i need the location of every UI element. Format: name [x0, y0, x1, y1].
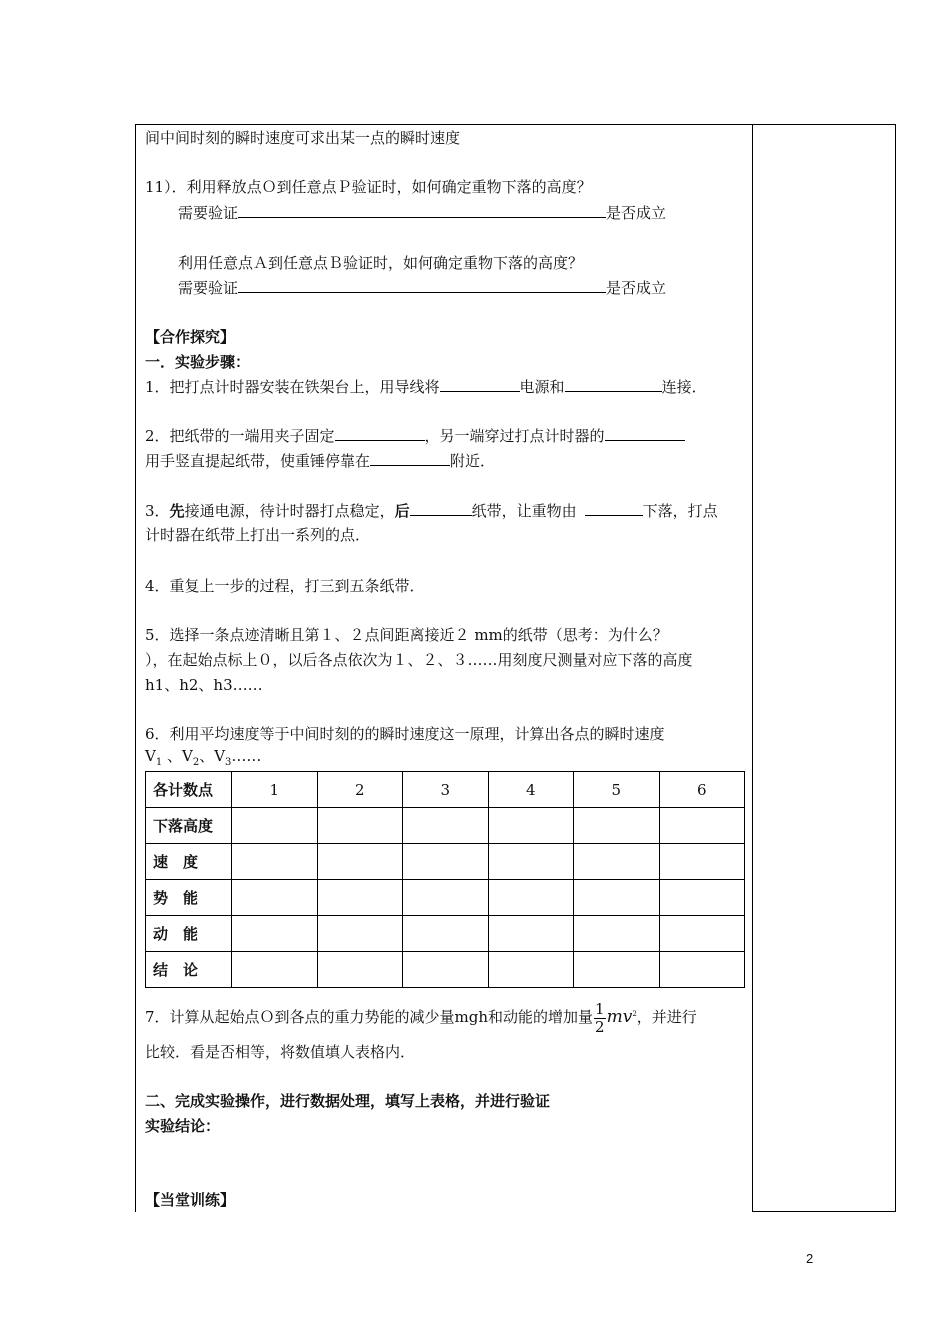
step-5-line-1: 5．选择一条点迹清晰且第１、２点间距离接近２ mm的纸带（思考：为什么？	[145, 626, 668, 644]
step-2-text-a: 2．把纸带的一端用夹子固定	[145, 427, 335, 445]
table-cell[interactable]	[317, 844, 403, 880]
step-2-line-1	[145, 426, 685, 446]
table-cell[interactable]	[659, 880, 745, 916]
table-cell[interactable]	[232, 952, 318, 988]
answer-blank[interactable]	[410, 501, 472, 516]
step-3-line-2: 计时器在纸带上打出一系列的点．	[145, 526, 371, 544]
table-cell[interactable]	[403, 808, 489, 844]
table-header-cell: 6	[659, 772, 745, 808]
table-cell[interactable]	[403, 880, 489, 916]
step-1-text-a: 1．把打点计时器安装在铁架台上，用导线将	[145, 378, 440, 396]
frame-top-border	[135, 124, 896, 125]
table-cell[interactable]	[488, 808, 574, 844]
table-header-cell: 2	[317, 772, 403, 808]
step-2-text-b: ，另一端穿过打点计时器的	[424, 427, 605, 445]
velocity-symbol: 、V	[162, 747, 193, 765]
table-cell[interactable]	[317, 952, 403, 988]
row-label: 下落高度	[146, 808, 232, 844]
row-label: 势 能	[146, 880, 232, 916]
step-1	[145, 377, 707, 397]
table-cell[interactable]	[403, 952, 489, 988]
answer-blank[interactable]	[370, 451, 450, 466]
table-cell[interactable]	[574, 880, 660, 916]
section-cooperative-inquiry: 【合作探究】	[145, 328, 236, 346]
step-3-text-d: 下落，打点	[642, 502, 718, 520]
step-5-line-2: ），在起始点标上０，以后各点依次为１、２、３……用刻度尺测量对应下落的高度	[145, 651, 693, 669]
table-row	[146, 952, 745, 988]
ellipsis: ……	[231, 747, 262, 765]
velocity-symbol: 、V	[199, 747, 226, 765]
step-2-text-d: 附近．	[450, 452, 496, 470]
table-cell[interactable]	[317, 808, 403, 844]
row-label: 速 度	[146, 844, 232, 880]
table-cell[interactable]	[232, 808, 318, 844]
velocity-subscript: 2	[192, 757, 200, 768]
table-cell[interactable]	[317, 880, 403, 916]
table-row	[146, 880, 745, 916]
answer-blank[interactable]	[565, 377, 662, 392]
step-2-line-2	[145, 451, 495, 471]
row-label: 动 能	[146, 916, 232, 952]
data-table	[145, 771, 745, 988]
answer-blank[interactable]	[585, 501, 643, 516]
verify-line-1	[178, 203, 666, 223]
table-cell[interactable]	[488, 844, 574, 880]
one-half-fraction	[594, 1001, 606, 1036]
frame-column-divider	[752, 124, 753, 1212]
fraction-denominator: 2	[595, 1017, 605, 1036]
table-cell[interactable]	[403, 844, 489, 880]
step-3-number: 3．	[145, 502, 170, 520]
frame-right-border	[895, 124, 896, 1212]
question-11-b: 利用任意点Ａ到任意点Ｂ验证时，如何确定重物下落的高度？	[178, 254, 584, 272]
table-header-cell: 1	[232, 772, 318, 808]
verify-suffix: 是否成立	[606, 204, 667, 222]
row-label: 结 论	[146, 952, 232, 988]
table-cell[interactable]	[488, 916, 574, 952]
step-2-text-c: 用手竖直提起纸带，使重锤停靠在	[145, 452, 371, 470]
fraction-numerator: 1	[595, 999, 605, 1018]
verify-prefix: 需要验证	[178, 204, 239, 222]
step-7-line-1	[145, 996, 697, 1036]
table-cell[interactable]	[659, 952, 745, 988]
table-header-cell: 3	[403, 772, 489, 808]
table-cell[interactable]	[317, 916, 403, 952]
step-3-line-1	[145, 501, 718, 521]
step-3-after-emphasis: 后	[394, 502, 410, 520]
table-cell[interactable]	[574, 808, 660, 844]
verify-suffix: 是否成立	[606, 279, 667, 297]
table-cell[interactable]	[659, 916, 745, 952]
step-7-line-2: 比较．看是否相等，将数值填人表格内．	[145, 1043, 416, 1061]
page-number: 2	[806, 1251, 814, 1266]
table-cell[interactable]	[232, 844, 318, 880]
step-5-line-3: h1、h2、h3……	[145, 676, 263, 694]
step-3-text-b: 接通电源，待计时器打点稳定，	[184, 502, 395, 520]
table-cell[interactable]	[659, 844, 745, 880]
step-1-text-c: 连接．	[661, 378, 707, 396]
table-cell[interactable]	[574, 844, 660, 880]
section-experiment-steps: 一．实验步骤：	[145, 353, 251, 371]
frame-side-bottom-border	[752, 1211, 896, 1212]
step-7-text-b: ，并进行	[636, 1008, 697, 1026]
velocity-symbol: V	[145, 747, 156, 765]
answer-blank[interactable]	[238, 278, 606, 293]
table-row	[146, 844, 745, 880]
section-part-two: 二、完成实验操作，进行数据处理，填写上表格，并进行验证	[145, 1092, 551, 1110]
continued-text: 间中间时刻的瞬时速度可求出某一点的瞬时速度	[145, 129, 461, 147]
kinetic-energy-mv: mv	[606, 1007, 633, 1027]
table-cell[interactable]	[403, 916, 489, 952]
verify-line-2	[178, 278, 666, 298]
table-header-cell: 4	[488, 772, 574, 808]
answer-blank[interactable]	[440, 377, 520, 392]
square-exponent: 2	[632, 1010, 637, 1018]
step-4: 4．重复上一步的过程，打三到五条纸带．	[145, 577, 425, 595]
answer-blank[interactable]	[605, 426, 685, 441]
verify-prefix: 需要验证	[178, 279, 239, 297]
answer-blank[interactable]	[335, 426, 425, 441]
table-cell[interactable]	[232, 916, 318, 952]
table-header-cell: 各计数点	[146, 772, 232, 808]
frame-left-border	[135, 124, 136, 1212]
step-3-text-c: 纸带，让重物由	[471, 502, 577, 520]
table-cell[interactable]	[488, 880, 574, 916]
table-header-cell: 5	[574, 772, 660, 808]
table-cell[interactable]	[659, 808, 745, 844]
velocity-subscript: 3	[225, 757, 232, 768]
table-cell[interactable]	[488, 952, 574, 988]
step-1-text-b: 电源和	[519, 378, 565, 396]
table-header-row	[146, 772, 745, 808]
table-row	[146, 916, 745, 952]
table-cell[interactable]	[574, 952, 660, 988]
table-row	[146, 808, 745, 844]
question-11-a: 11）．利用释放点Ｏ到任意点Ｐ验证时，如何确定重物下落的高度？	[145, 178, 592, 196]
velocity-subscript: 1	[155, 757, 163, 768]
section-in-class-practice: 【当堂训练】	[145, 1191, 236, 1209]
step-7-text-a: 7．计算从起始点Ｏ到各点的重力势能的减少量mgh和动能的增加量	[145, 1008, 594, 1026]
step-6-line-2	[145, 746, 261, 773]
step-6-line-1: 6．利用平均速度等于中间时刻的的瞬时速度这一原理，计算出各点的瞬时速度	[145, 725, 665, 743]
answer-blank[interactable]	[238, 203, 606, 218]
table-cell[interactable]	[574, 916, 660, 952]
table-cell[interactable]	[232, 880, 318, 916]
conclusion-label: 实验结论：	[145, 1117, 221, 1135]
step-3-first-emphasis: 先	[169, 502, 185, 520]
